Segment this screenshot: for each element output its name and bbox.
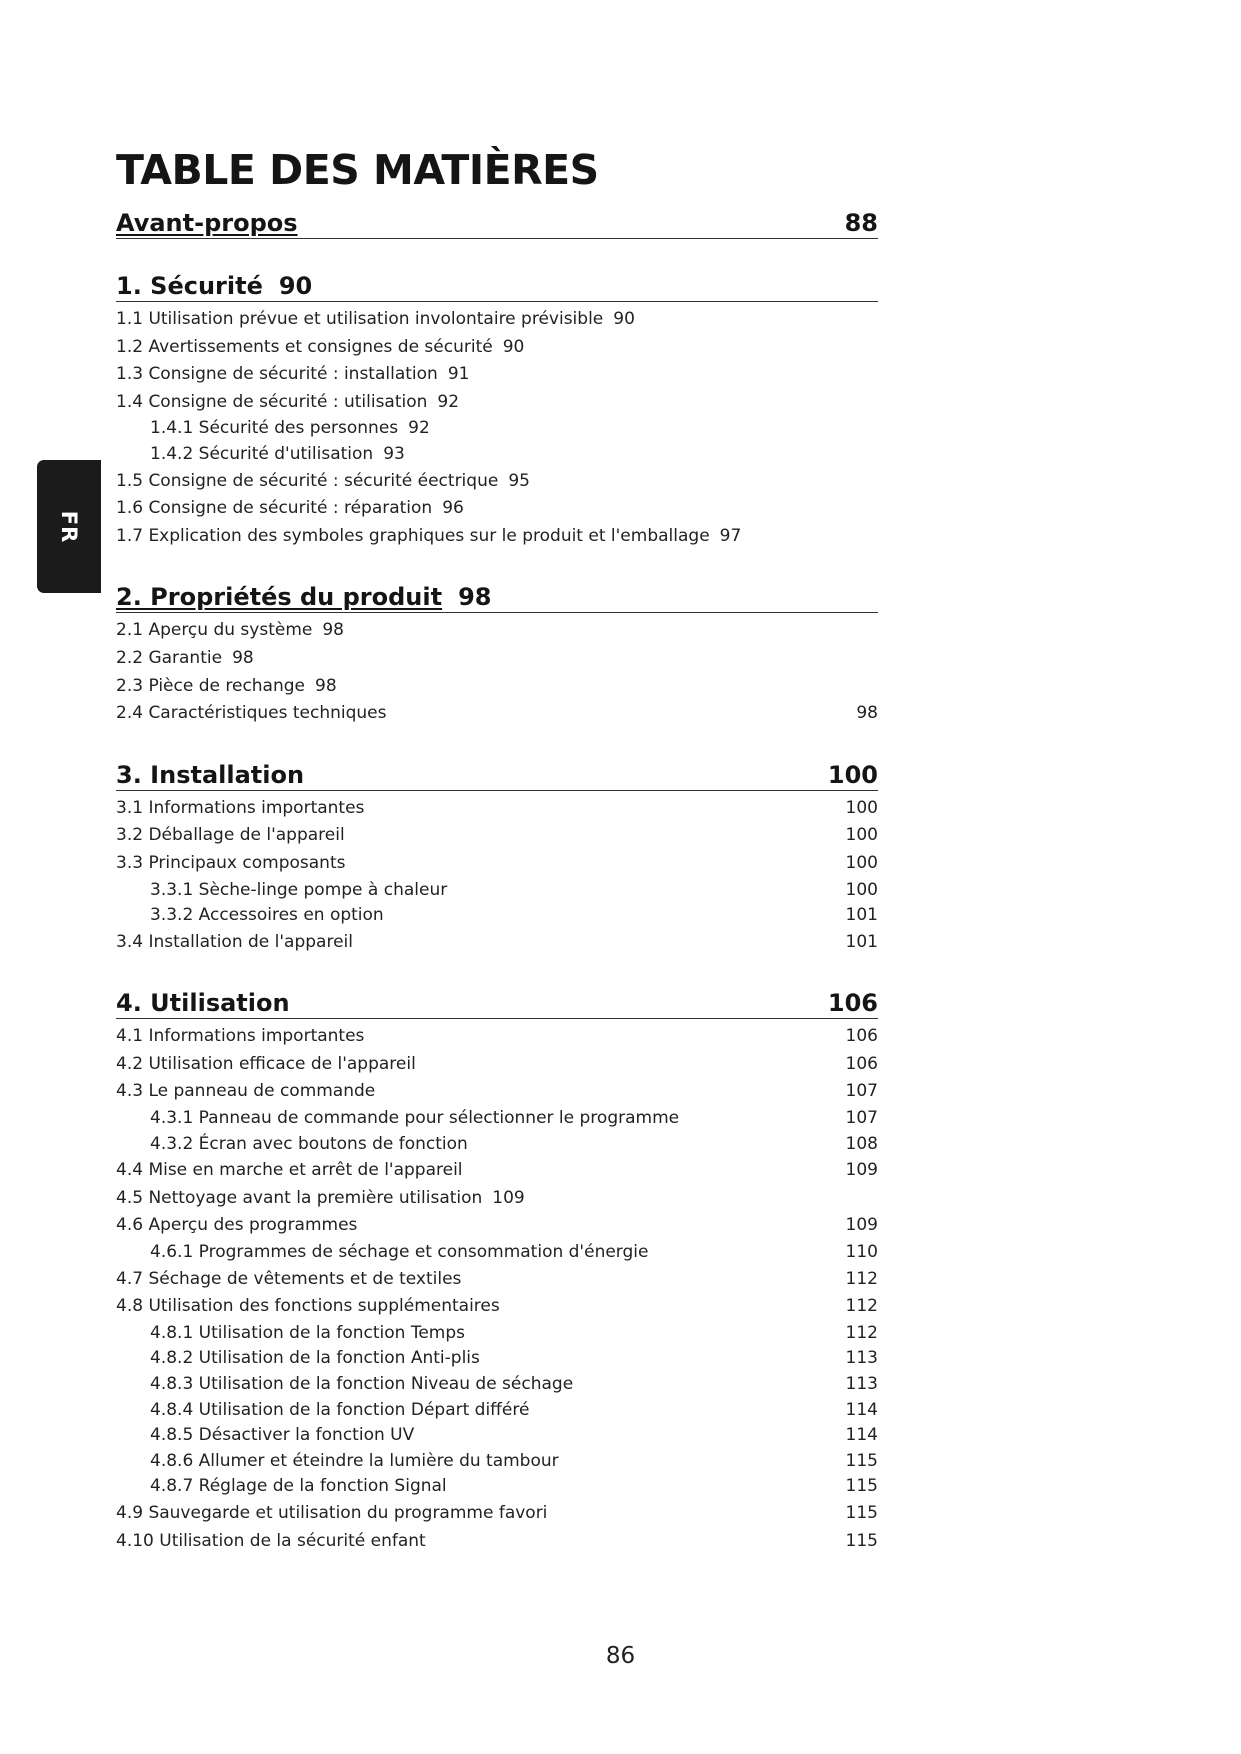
- toc-entry[interactable]: [116, 822, 878, 850]
- toc-section-page: 106: [827, 989, 878, 1018]
- toc-entry-page: 92: [408, 418, 430, 439]
- toc-entry-label: 4.6.1 Programmes de séchage et consommation d'énergie: [150, 1242, 649, 1263]
- toc-entry-inline: [116, 495, 464, 523]
- toc-entry-inline: [116, 1185, 525, 1213]
- toc-section-heading-left: [116, 760, 304, 790]
- toc-entry[interactable]: [116, 700, 878, 728]
- toc-entry[interactable]: [116, 1449, 878, 1475]
- toc-section-avant-propos: [116, 208, 878, 239]
- toc-entry-inline: [116, 673, 337, 701]
- toc-entry[interactable]: [116, 1293, 878, 1321]
- toc-section-title: 3. Installation: [116, 760, 305, 789]
- toc-section-heading[interactable]: [116, 271, 878, 302]
- toc-entry-page: 95: [508, 470, 530, 491]
- toc-entry-page: 112: [845, 1322, 878, 1343]
- toc-entry[interactable]: [116, 1321, 878, 1347]
- toc-section-title: 2. Propriétés du produit: [116, 583, 443, 612]
- toc-entry-label: 4.8.4 Utilisation de la fonction Départ différé: [150, 1399, 530, 1420]
- toc-entry-page: 93: [383, 443, 405, 464]
- toc-entry[interactable]: [116, 361, 878, 389]
- toc-entry-inline: [116, 645, 254, 673]
- toc-entry-label: 1.6 Consigne de sécurité : réparation: [116, 498, 433, 519]
- toc-section-title: 4. Utilisation: [116, 989, 290, 1018]
- toc-entry-page: 113: [845, 1374, 878, 1394]
- toc-entry-page: 110: [845, 1242, 878, 1263]
- toc-section-heading-left: [116, 582, 492, 612]
- toc-entry-label: 4.8.6 Allumer et éteindre la lumière du tambour: [150, 1450, 559, 1471]
- toc-entry[interactable]: [116, 416, 878, 442]
- toc-entry-page: 109: [492, 1187, 525, 1208]
- toc-section-securite: [116, 271, 878, 550]
- toc-entry-page: 98: [856, 703, 878, 724]
- toc-entry[interactable]: [116, 1185, 878, 1213]
- toc-entry-inline: [116, 389, 459, 417]
- toc-entry-label: 4.8.7 Réglage de la fonction Signal: [150, 1476, 447, 1497]
- toc-entry-inline: [150, 416, 430, 442]
- toc-entry-page: 109: [845, 1160, 878, 1181]
- toc-section-title: 1. Sécurité: [116, 272, 263, 300]
- toc-entry-page: 112: [845, 1268, 878, 1289]
- toc-entry-label: 4.1 Informations importantes: [116, 1026, 365, 1047]
- toc-entry-label: 4.7 Séchage de vêtements et de textiles: [116, 1268, 462, 1289]
- toc-section-heading[interactable]: [116, 760, 878, 791]
- toc-section-title: Avant-propos: [116, 209, 298, 237]
- toc-entry[interactable]: [116, 1157, 878, 1185]
- toc-section-page: 100: [827, 760, 878, 789]
- toc-entry[interactable]: [116, 903, 878, 929]
- toc-entry-label: 4.3.1 Panneau de commande pour sélectionner le programme: [150, 1108, 680, 1129]
- toc-section-heading[interactable]: [116, 208, 878, 239]
- toc-entry-label: 4.5 Nettoyage avant la première utilisation: [116, 1187, 483, 1208]
- toc-entry-label: 4.10 Utilisation de la sécurité enfant: [116, 1530, 426, 1551]
- toc-entry-inline: [150, 442, 405, 468]
- toc-entry[interactable]: [116, 1106, 878, 1132]
- toc-entry-label: 3.3 Principaux composants: [116, 852, 346, 873]
- toc-entry-label: 1.4.1 Sécurité des personnes: [150, 418, 399, 439]
- toc-entry[interactable]: [116, 645, 878, 673]
- toc-entry-label: 4.8.1 Utilisation de la fonction Temps: [150, 1322, 466, 1343]
- toc-entry[interactable]: [116, 1240, 878, 1266]
- toc-entry[interactable]: [116, 1500, 878, 1528]
- toc-entry-inline: [116, 468, 530, 496]
- toc-entry-label: 1.7 Explication des symboles graphiques sur le produit et l'emballage: [116, 525, 710, 546]
- toc-entry-label: 3.2 Déballage de l'appareil: [116, 825, 345, 846]
- toc-entry[interactable]: [116, 1474, 878, 1500]
- toc-section-heading[interactable]: [116, 582, 878, 613]
- toc-entry[interactable]: [116, 442, 878, 468]
- toc-entry[interactable]: [116, 929, 878, 957]
- toc-entry[interactable]: [116, 1346, 878, 1372]
- toc-entry-page: 115: [845, 1450, 878, 1471]
- toc-entry-page: 98: [232, 647, 254, 668]
- toc-section-proprietes: [116, 582, 878, 727]
- toc-entry-page: 114: [845, 1399, 878, 1420]
- toc-entry[interactable]: [116, 1078, 878, 1106]
- toc-entry-inline: [116, 334, 524, 362]
- toc-entry-page: 91: [447, 364, 470, 385]
- toc-entry-page: 92: [437, 391, 460, 412]
- toc-entry-label: 1.4.2 Sécurité d'utilisation: [150, 443, 374, 464]
- toc-entry-page: 115: [845, 1476, 878, 1497]
- toc-entry-inline: [116, 523, 741, 551]
- toc-section-heading[interactable]: [116, 988, 878, 1019]
- toc-entry-label: 2.4 Caractéristiques techniques: [116, 703, 387, 724]
- toc-entry-label: 4.9 Sauvegarde et utilisation du programme favori: [116, 1502, 548, 1523]
- toc-entry[interactable]: [116, 1423, 878, 1449]
- toc-entry-page: 100: [845, 797, 878, 818]
- toc-entry-page: 106: [845, 1026, 878, 1047]
- toc-entry-page: 114: [845, 1425, 878, 1446]
- toc-entry-page: 97: [719, 525, 742, 546]
- toc-entry[interactable]: [116, 878, 878, 904]
- toc-entry-page: 100: [845, 825, 878, 846]
- toc-entry[interactable]: [116, 1528, 878, 1556]
- toc-entry-page: 108: [845, 1133, 878, 1154]
- toc-entry-page: 98: [315, 675, 337, 696]
- toc-entry[interactable]: [116, 468, 878, 496]
- toc-entry-label: 3.4 Installation de l'appareil: [116, 931, 353, 952]
- toc-section-heading-left: [116, 208, 298, 238]
- toc-entry[interactable]: [116, 673, 878, 701]
- toc-entry-page: 90: [613, 309, 635, 329]
- toc-entry-label: 4.3 Le panneau de commande: [116, 1081, 376, 1102]
- toc-entry-page: 112: [845, 1296, 878, 1317]
- toc-entry-label: 2.3 Pièce de rechange: [116, 675, 306, 696]
- toc-entry[interactable]: [116, 1398, 878, 1424]
- toc-entry-page: 107: [845, 1108, 878, 1129]
- toc-entry-page: 107: [845, 1081, 878, 1102]
- toc-entry-page: 98: [322, 620, 344, 641]
- toc-entry-label: 4.6 Aperçu des programmes: [116, 1215, 358, 1236]
- language-tab-label: FR: [57, 510, 81, 543]
- toc-entry-page: 101: [845, 931, 878, 952]
- toc-entry-label: 4.8.3 Utilisation de la fonction Niveau de séchage: [150, 1374, 574, 1394]
- language-tab: [37, 460, 101, 593]
- toc-entry-label: 1.5 Consigne de sécurité : sécurité éectrique: [116, 470, 499, 491]
- toc-entry-label: 4.8.5 Désactiver la fonction UV: [150, 1425, 415, 1446]
- toc-section-page: 88: [844, 209, 878, 237]
- toc-entry-label: 2.2 Garantie: [116, 647, 223, 668]
- toc-section-heading-left: [116, 271, 312, 301]
- toc-entry-label: 1.4 Consigne de sécurité : utilisation: [116, 391, 428, 412]
- page-number: 86: [605, 1643, 636, 1669]
- toc-entry-label: 4.2 Utilisation efficace de l'appareil: [116, 1053, 416, 1074]
- toc-entry[interactable]: [116, 617, 878, 645]
- toc-entry-page: 90: [502, 336, 525, 357]
- table-of-contents: [116, 208, 878, 1555]
- toc-entry[interactable]: [116, 306, 878, 334]
- toc-section-heading-left: [116, 988, 290, 1018]
- toc-section-page: 98: [458, 583, 492, 612]
- toc-entry-page: 115: [845, 1502, 878, 1523]
- toc-entry-label: 1.1 Utilisation prévue et utilisation involontaire prévisible: [116, 309, 604, 329]
- toc-entry-page: 100: [845, 879, 878, 900]
- toc-entry-label: 3.3.2 Accessoires en option: [150, 905, 384, 926]
- toc-entry-label: 3.1 Informations importantes: [116, 797, 365, 818]
- toc-entry-label: 4.3.2 Écran avec boutons de fonction: [150, 1133, 468, 1154]
- page-title: TABLE DES MATIÈRES: [116, 146, 599, 194]
- toc-entry[interactable]: [116, 523, 878, 551]
- toc-entry-page: 113: [845, 1348, 878, 1369]
- toc-entry[interactable]: [116, 850, 878, 878]
- toc-entry-page: 100: [845, 852, 878, 873]
- toc-entry[interactable]: [116, 1266, 878, 1294]
- toc-section-utilisation: [116, 988, 878, 1555]
- toc-entry-label: 4.4 Mise en marche et arrêt de l'appareil: [116, 1160, 463, 1181]
- toc-entry[interactable]: [116, 389, 878, 417]
- toc-entry-label: 4.8 Utilisation des fonctions supplémentaires: [116, 1296, 500, 1317]
- toc-entry-page: 109: [845, 1215, 878, 1236]
- toc-entry[interactable]: [116, 1132, 878, 1158]
- toc-entry-inline: [116, 361, 469, 389]
- toc-entry[interactable]: [116, 1023, 878, 1051]
- toc-entry-label: 4.8.2 Utilisation de la fonction Anti-plis: [150, 1348, 480, 1369]
- toc-section-page: 90: [278, 272, 313, 300]
- toc-entry[interactable]: [116, 1051, 878, 1079]
- toc-entry[interactable]: [116, 334, 878, 362]
- toc-entry-page: 96: [442, 498, 464, 519]
- toc-entry-page: 101: [845, 905, 878, 926]
- toc-entry[interactable]: [116, 795, 878, 823]
- toc-entry-inline: [116, 617, 344, 645]
- toc-entry-label: 3.3.1 Sèche-linge pompe à chaleur: [150, 879, 448, 900]
- toc-entry-page: 115: [845, 1530, 878, 1551]
- toc-entry-label: 1.2 Avertissements et consignes de sécurité: [116, 336, 493, 357]
- toc-entry-inline: [116, 306, 635, 334]
- toc-entry[interactable]: [116, 1212, 878, 1240]
- toc-entry[interactable]: [116, 1372, 878, 1398]
- toc-entry-page: 106: [845, 1053, 878, 1074]
- toc-entry-label: 1.3 Consigne de sécurité : installation: [116, 364, 438, 385]
- toc-entry-label: 2.1 Aperçu du système: [116, 620, 313, 641]
- toc-entry[interactable]: [116, 495, 878, 523]
- toc-section-installation: [116, 760, 878, 957]
